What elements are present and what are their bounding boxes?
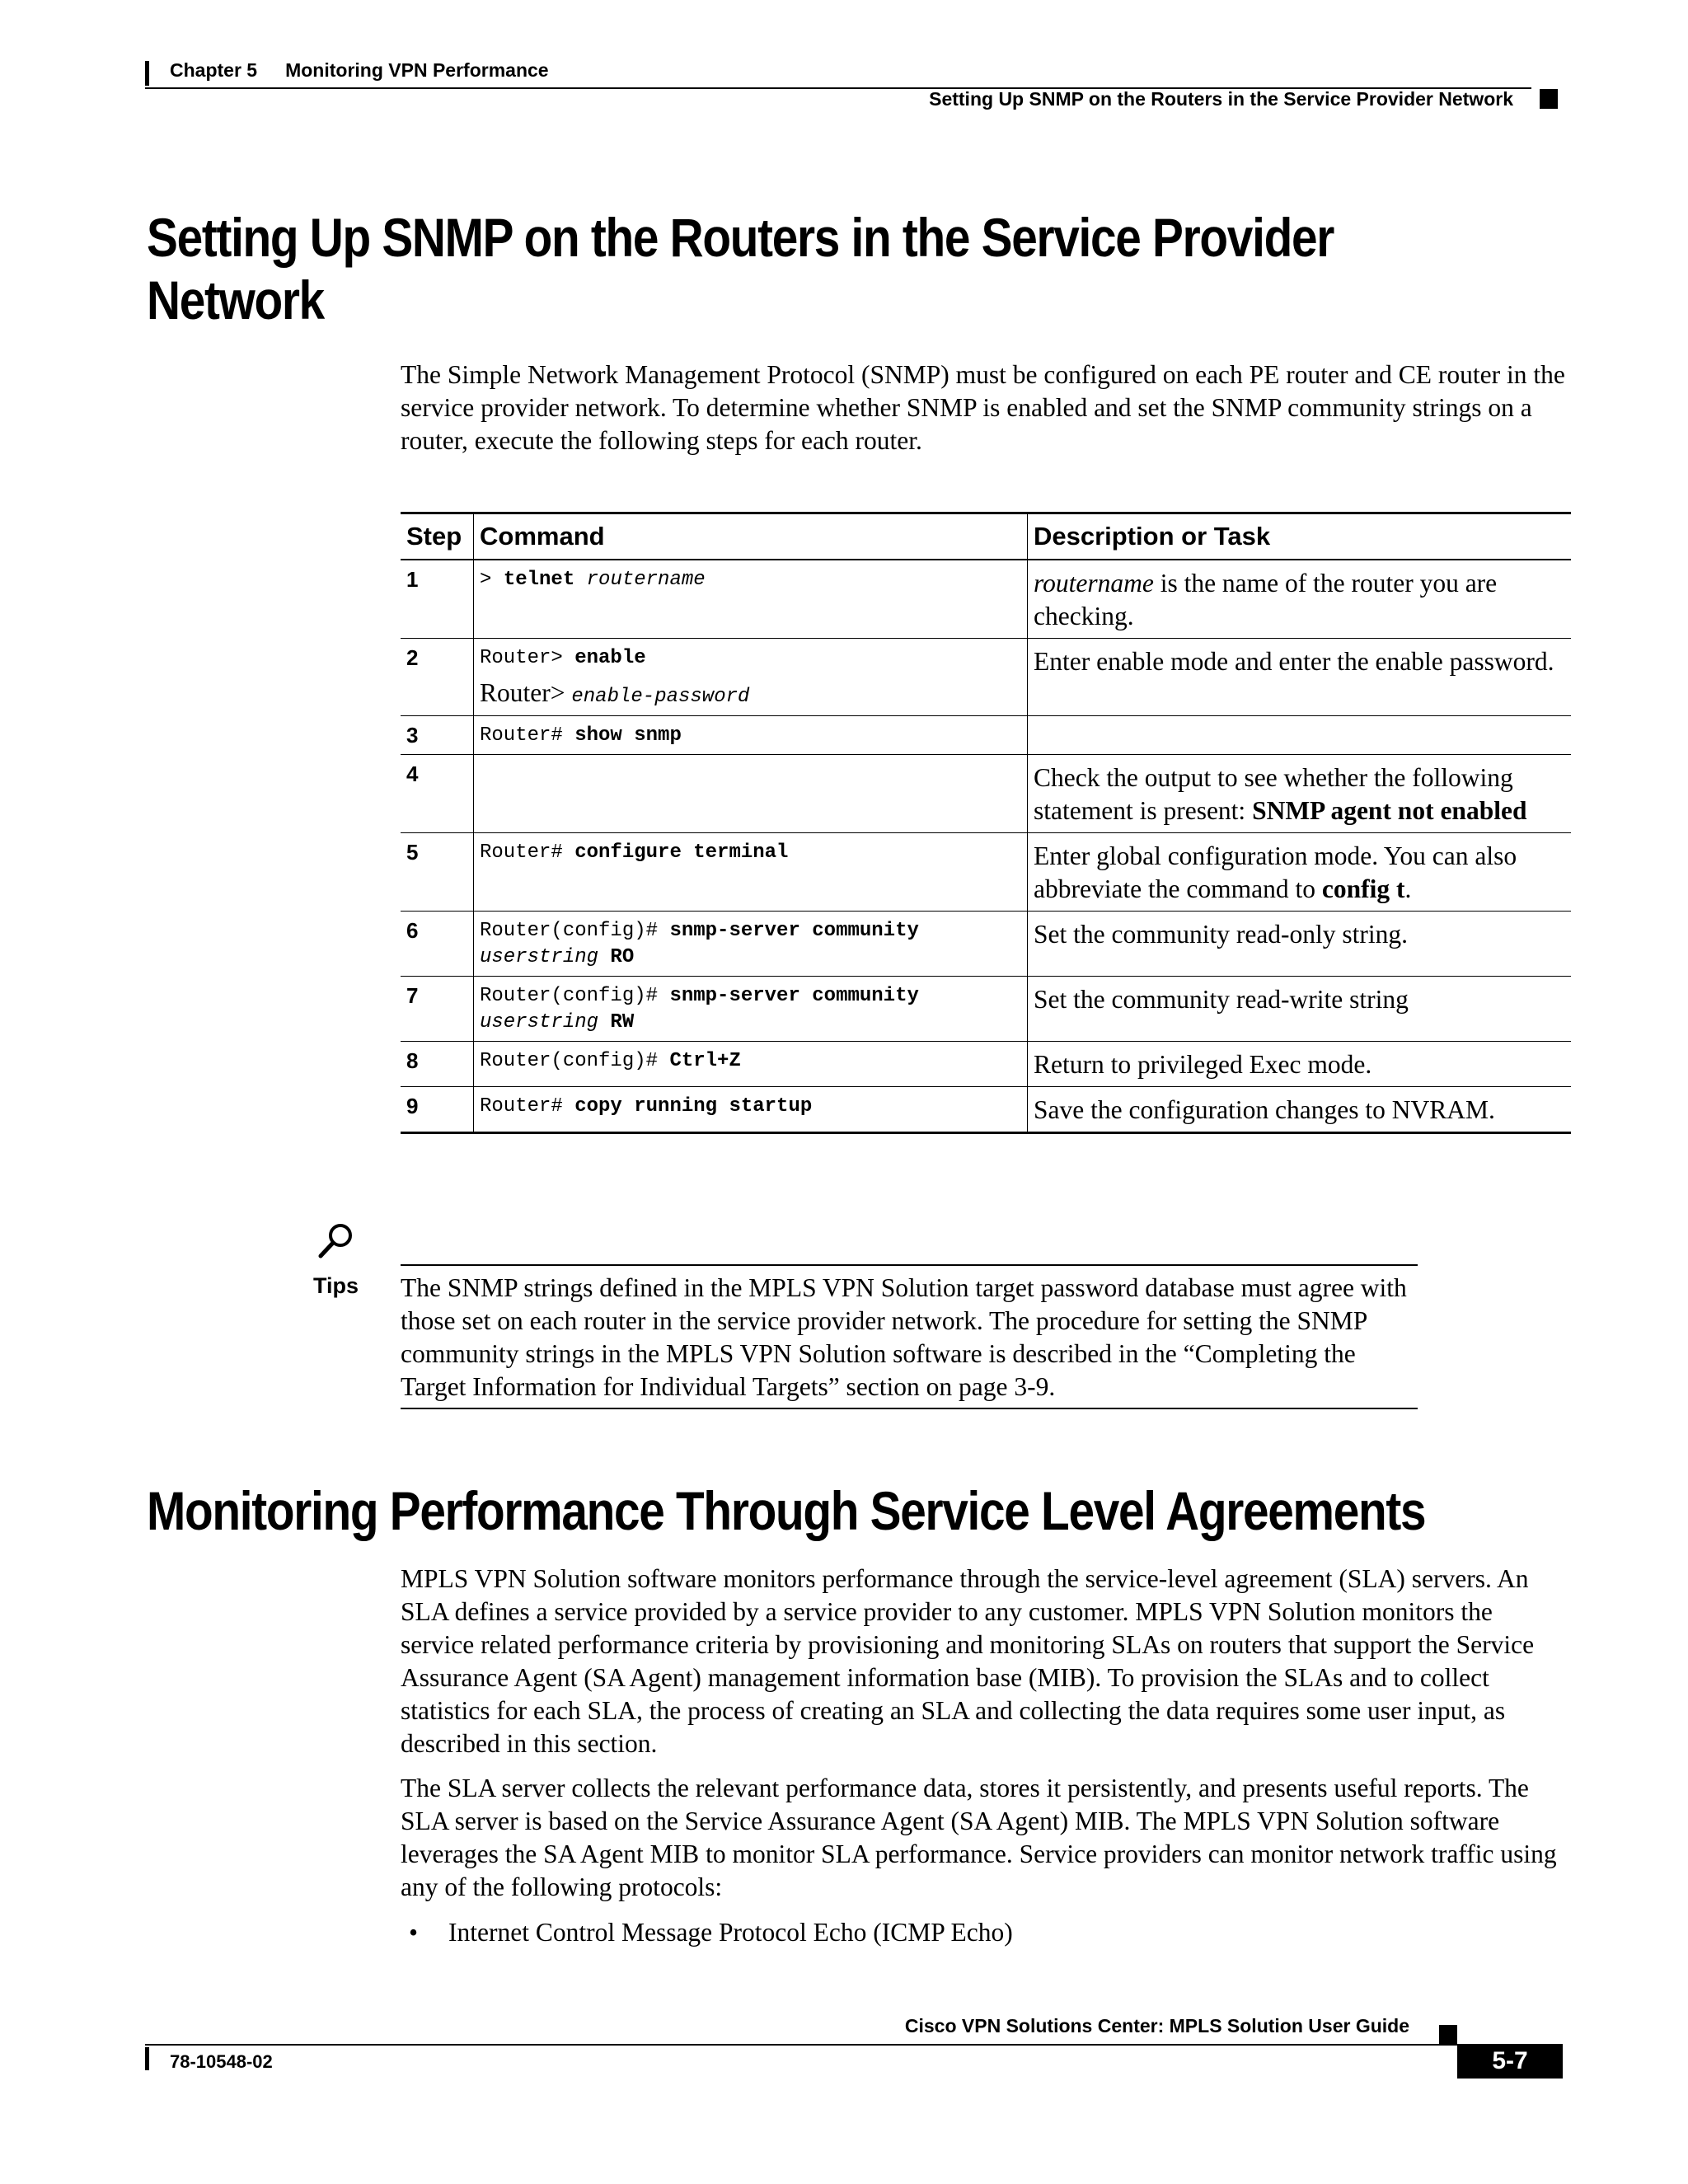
header-square-mark — [1540, 89, 1558, 109]
section-title-line2: Network — [147, 269, 324, 330]
command-keyword: telnet — [503, 569, 575, 591]
table-header-row — [401, 513, 1571, 560]
description-cell — [1028, 716, 1572, 755]
command-prompt: Router# — [480, 1095, 575, 1118]
command-keyword: snmp-server community — [669, 920, 919, 942]
sla-paragraph-1: MPLS VPN Solution software monitors performance through the service-level agreement (SLA) servers. An SLA defines a service provided by a service provider to any customer. MPLS VPN Solution monitors the service related performance criteria by provisioning and monitoring SLAs on routers that support the Service Assurance Agent (SA Agent) management information base (MIB). To provision the SLAs and to collect statistics for each SLA, the process of creating an SLA and collecting the data requires some user input, as described in this section. — [401, 1564, 1535, 1758]
command-cell — [474, 1042, 1028, 1087]
list-item-text: Internet Control Message Protocol Echo (ICMP Echo) — [448, 1918, 1013, 1947]
command-prompt: > — [480, 569, 504, 591]
command-prompt: Router(config)# — [480, 985, 670, 1007]
command-keyword: snmp-server community — [669, 985, 919, 1007]
command-cell — [474, 755, 1028, 833]
command-argument: userstring — [480, 946, 599, 968]
description-cell — [1028, 560, 1572, 639]
description-bold: config t — [1321, 874, 1405, 903]
footer-bar-mark — [145, 2047, 149, 2070]
step-number: 4 — [401, 755, 474, 833]
description-cell: Return to privileged Exec mode. — [1028, 1042, 1572, 1087]
tips-text: The SNMP strings defined in the MPLS VPN Solution target password database must agree with those set on each router in the service provider network. The procedure for setting the SNMP community strings in the MPLS VPN Solution software is described in the “Completing the Target Information for Individual Targets” section on page 3-9. — [401, 1273, 1407, 1401]
command-prompt-2: Router> — [480, 678, 572, 707]
section-title-sla: Monitoring Performance Through Service Level Agreements — [147, 1480, 1426, 1541]
command-keyword: configure terminal — [574, 841, 789, 864]
table-row — [401, 912, 1571, 977]
description-italic: routername — [1034, 569, 1154, 598]
footer-book-title: Cisco VPN Solutions Center: MPLS Solution User Guide — [904, 2015, 1409, 2036]
chapter-title: Monitoring VPN Performance — [285, 59, 549, 81]
command-cell — [474, 1087, 1028, 1133]
step-number: 7 — [401, 977, 474, 1042]
command-keyword: copy running startup — [574, 1095, 813, 1118]
command-cell — [474, 639, 1028, 716]
list-item — [401, 1916, 1013, 1949]
description-end: . — [1404, 874, 1412, 903]
command-argument: userstring — [480, 1011, 599, 1033]
description-text: Enter global configuration mode. You can also abbreviate the command to — [1034, 841, 1517, 903]
command-keyword-2: RO — [598, 946, 635, 968]
command-keyword: enable — [574, 647, 646, 669]
command-argument: enable-password — [571, 686, 750, 708]
step-number: 3 — [401, 716, 474, 755]
running-header-chapter — [170, 59, 549, 82]
tips-label: Tips — [313, 1273, 359, 1298]
description-bold: SNMP agent not enabled — [1252, 796, 1527, 825]
command-cell — [474, 912, 1028, 977]
footer-doc-number: 78-10548-02 — [170, 2051, 273, 2072]
description-text: Check the output to see whether the following statement is present: — [1034, 763, 1513, 825]
table-row — [401, 716, 1571, 755]
description-cell — [1028, 833, 1572, 912]
table-row — [401, 1042, 1571, 1087]
command-prompt: Router# — [480, 841, 575, 864]
page-number: 5-7 — [1457, 2044, 1563, 2079]
command-keyword-2: RW — [598, 1011, 635, 1033]
header-bar-mark — [145, 61, 149, 86]
step-number: 8 — [401, 1042, 474, 1087]
tips-rule-bottom — [401, 1408, 1418, 1409]
footer-rule — [145, 2044, 1472, 2046]
command-cell — [474, 716, 1028, 755]
command-cell — [474, 977, 1028, 1042]
running-header-section: Setting Up SNMP on the Routers in the Service Provider Network — [929, 88, 1513, 110]
tips-rule-top — [401, 1264, 1418, 1266]
table-row — [401, 639, 1571, 716]
command-prompt: Router(config)# — [480, 920, 670, 942]
command-argument: routername — [574, 569, 706, 591]
table-row — [401, 977, 1571, 1042]
step-number: 6 — [401, 912, 474, 977]
table-row — [401, 755, 1571, 833]
command-keyword: Ctrl+Z — [669, 1050, 741, 1072]
magnifier-icon — [316, 1221, 355, 1261]
section-title-line1: Setting Up SNMP on the Routers in the Service Provider — [147, 207, 1334, 268]
description-text: is the name of the router you are checking. — [1034, 569, 1498, 630]
command-prompt: Router(config)# — [480, 1050, 670, 1072]
description-cell: Set the community read-only string. — [1028, 912, 1572, 977]
step-number: 9 — [401, 1087, 474, 1133]
table-row — [401, 560, 1571, 639]
step-number: 2 — [401, 639, 474, 716]
steps-table — [401, 512, 1571, 1134]
description-cell: Enter enable mode and enter the enable password. — [1028, 639, 1572, 716]
section-title-snmp — [147, 206, 1334, 331]
command-cell — [474, 833, 1028, 912]
description-cell: Set the community read-write string — [1028, 977, 1572, 1042]
command-prompt: Router> — [480, 647, 575, 669]
command-cell — [474, 560, 1028, 639]
step-number: 1 — [401, 560, 474, 639]
column-header-description: Description or Task — [1028, 513, 1572, 560]
bullet-icon: • — [409, 1918, 419, 1947]
command-keyword: show snmp — [574, 724, 682, 747]
intro-paragraph: The Simple Network Management Protocol (SNMP) must be configured on each PE router and CE router in the service provider network. To determine whether SNMP is enabled and set the SNMP community strings on a router, execute the following steps for each router. — [401, 360, 1565, 455]
column-header-step: Step — [401, 513, 474, 560]
step-number: 5 — [401, 833, 474, 912]
description-cell — [1028, 755, 1572, 833]
description-cell: Save the configuration changes to NVRAM. — [1028, 1087, 1572, 1133]
table-row — [401, 833, 1571, 912]
command-prompt: Router# — [480, 724, 575, 747]
sla-paragraph-2: The SLA server collects the relevant performance data, stores it persistently, and presents useful reports. The SLA server is based on the Service Assurance Agent (SA Agent) MIB. The MPLS VPN Solution software leverages the SA Agent MIB to monitor SLA performance. Service providers can monitor network traffic using any of the following protocols: — [401, 1774, 1557, 1901]
chapter-label: Chapter 5 — [170, 59, 258, 81]
table-row — [401, 1087, 1571, 1133]
protocol-list — [401, 1916, 1013, 1949]
footer-square-mark — [1439, 2025, 1457, 2045]
column-header-command: Command — [474, 513, 1028, 560]
